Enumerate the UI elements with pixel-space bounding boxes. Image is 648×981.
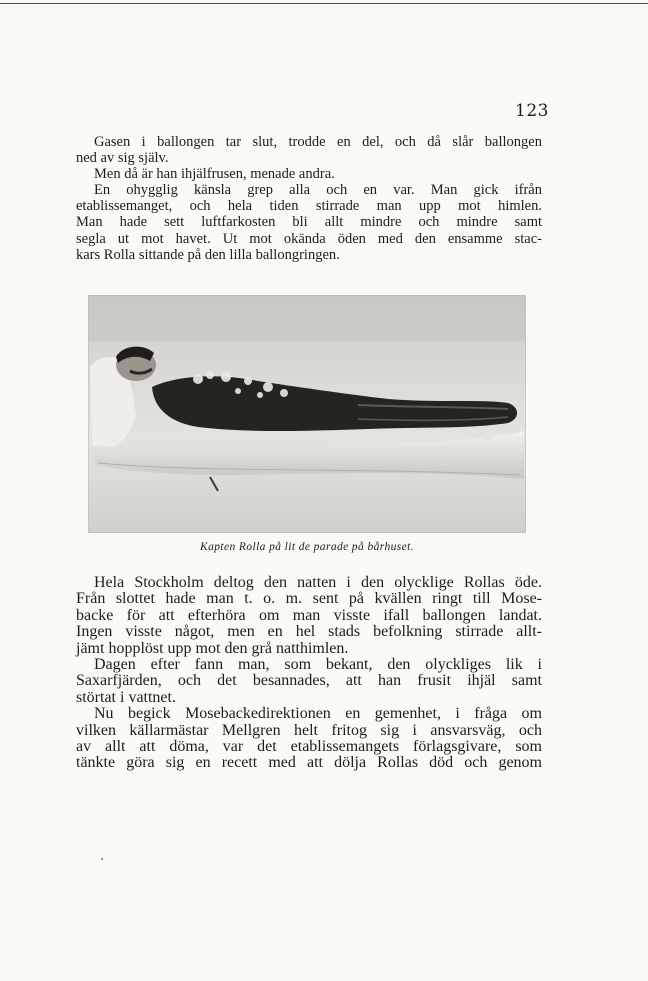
text-line: Ingen visste något, men en hel stads befolkning stirrade allt- xyxy=(76,623,542,641)
text-line: kars Rolla sittande på den lilla ballongringen. xyxy=(76,246,340,263)
text-line: störtat i vattnet. xyxy=(76,688,176,706)
photograph-rolla-lying-in-state xyxy=(88,295,526,533)
text-line: Från slottet hade man t. o. m. sent på kvällen ringt till Mose- xyxy=(76,590,542,608)
text-line: etablissemanget, och hela tiden stirrade man upp mot himlen. xyxy=(76,198,542,215)
text-line: Nu begick Mosebackedirektionen en gemenhet, i fråga om xyxy=(94,705,542,723)
text-line: segla ut mot havet. Ut mot okända öden med den ensamme stac- xyxy=(76,230,542,247)
text-line: Men då är han ihjälfrusen, menade andra. xyxy=(94,166,335,183)
text-line: Man hade sett luftfarkosten bli allt mindre och mindre samt xyxy=(76,214,542,231)
paragraph-block-top xyxy=(76,134,542,263)
paragraph-block-bottom xyxy=(76,575,542,772)
paper-speck xyxy=(101,858,103,860)
text-line: Dagen efter fann man, som bekant, den olyckliges lik i xyxy=(94,656,542,674)
text-line: jämt hopplöst upp mot den grå natthimlen. xyxy=(76,639,349,657)
text-line: av allt att döma, var det etablissemangets förlagsgivare, som xyxy=(76,738,542,756)
text-line: Saxarfjärden, och det besannades, att han frusit ihjäl samt xyxy=(76,672,542,690)
text-line: backe för att efterhöra om man visste ifall ballongen landat. xyxy=(76,606,542,624)
text-line: En ohygglig känsla grep alla och en var. Man gick ifrån xyxy=(94,182,542,199)
page-number: 123 xyxy=(515,101,549,121)
text-line: vilken källarmästar Mellgren helt fritog sig i ansvarsväg, och xyxy=(76,721,542,739)
text-line: ned av sig själv. xyxy=(76,150,169,167)
text-line: Gasen i ballongen tar slut, trodde en del, och då slår ballongen xyxy=(94,134,542,150)
text-line: tänkte göra sig en recett med att dölja Rollas död och genom xyxy=(76,754,542,772)
text-line: Hela Stockholm deltog den natten i den olycklige Rollas öde. xyxy=(94,574,542,591)
page-top-rule xyxy=(0,3,648,4)
photo-caption: Kapten Rolla på lit de parade på bårhuset. xyxy=(200,541,414,553)
